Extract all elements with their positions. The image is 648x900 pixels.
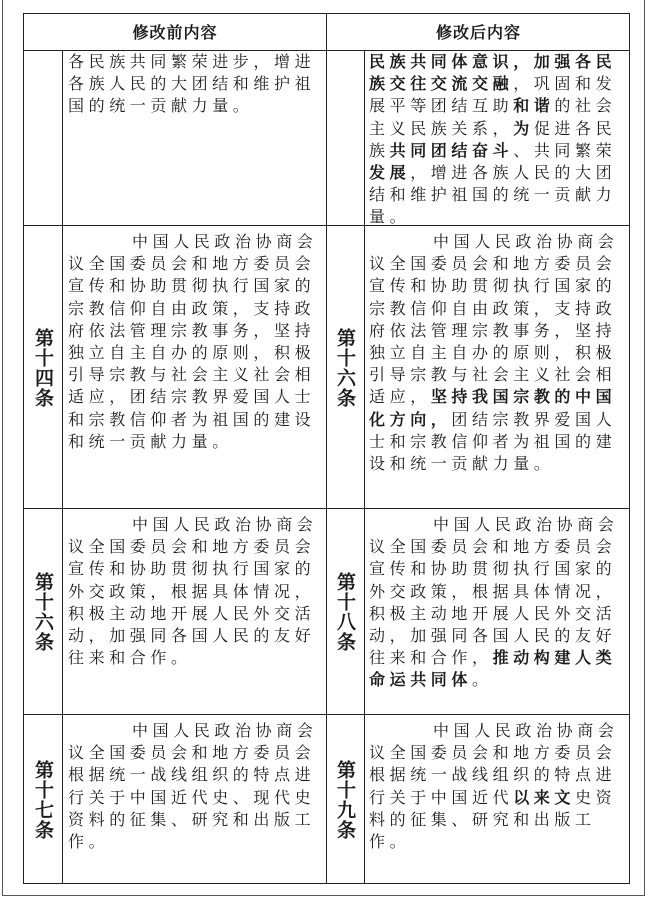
row-2-before-article: 第十六条 [32,572,54,652]
amended-text: 发展 [369,163,411,183]
amended-text: 以来文 [513,787,576,807]
row-3-before-text [68,720,324,853]
row-3-before-article: 第十七条 [32,759,54,840]
right-article-column-divider [364,51,365,883]
left-article-column-divider [62,51,63,883]
row-3-before-content: 中国人民政治协商会议全国委员会和地方委员会根据统一战线组织的特点进行关于中国近代史、现代史资料的征集、研究和出版工作。 [68,721,318,852]
original-text: ，增进各族人民的大团结和维护祖国的统一贡献力量。 [369,163,617,227]
row-divider [24,508,629,509]
row-3-after-text [369,720,629,853]
original-text: 中国人民政治协商会议全国委员会和地方委员会根据统一战线组织的特点进行关于中国近代 [369,721,619,807]
amended-text: 和谐 [513,96,555,116]
original-text: 、共同繁荣 [513,140,617,160]
row-2-before-text [68,514,324,669]
header-after: 修改后内容 [435,23,521,42]
row-1-before-article: 第十四条 [32,327,54,408]
original-text: ，巩固和发展平等团结互助 [369,74,617,116]
row-1-after-article: 第十六条 [334,327,356,408]
original-text: 。 [472,670,493,690]
amended-text: 推动构建人类命运共同体 [369,648,617,690]
row-1-before-content: 中国人民政治协商会议全国委员会和地方委员会宣传和协助贯彻执行国家的宗教信仰自由政策，支持政府依法管理宗教事务，坚持独立自主自办的原则，积极引导宗教与社会主义社会相适应，团结宗教界爱国人士和宗教信仰者为祖国的建设和统一贡献力量。 [68,232,318,451]
original-text: 中国人民政治协商会议全国委员会和地方委员会宣传和协助贯彻执行国家的宗教信仰自由政策，支持政府依法管理宗教事务，坚持独立自主自办的原则，积极引导宗教与社会主义社会相适应， [369,232,619,407]
header-before: 修改前内容 [132,23,218,42]
row-0-after-text [369,51,629,229]
amended-text: 坚持我国宗教的中国化方向， [369,387,617,429]
original-text: 团结宗教界爱国人士和宗教信仰者为祖国的建设和统一贡献力量。 [369,409,617,474]
amended-text: 民族共同体意识，加强各民族交往交流交融 [369,52,617,94]
row-2-before-content: 中国人民政治协商会议全国委员会和地方委员会宣传和协助贯彻执行国家的外交政策，根据具体情况，积极主动地开展人民外交活动，加强同各国人民的友好往来和合作。 [68,515,318,668]
row-2-after-article: 第十八条 [334,572,356,652]
amended-text: 为 [513,118,534,138]
original-text: 中国人民政治协商会议全国委员会和地方委员会宣传和协助贯彻执行国家的外交政策，根据具体情况，积极主动地开展人民外交活动，加强同各国人民的友好往来和合作， [369,515,619,668]
amended-text: 共同团结奋斗 [389,140,514,160]
row-0-before-text: 各民族共同繁荣进步，增进各族人民的大团结和维护祖国的统一贡献力量。 [68,52,316,116]
original-text: 史资料的征集、研究和出版工作。 [369,787,617,852]
row-divider [24,714,629,715]
comparison-table [23,13,630,884]
original-text: 的社会主义民族关系， [369,96,617,138]
row-1-before-text [68,231,324,453]
row-3-after-article: 第十九条 [334,759,356,840]
row-1-after-text [369,231,629,475]
row-2-after-text [369,514,629,692]
original-text: 促进各民族 [369,118,617,160]
